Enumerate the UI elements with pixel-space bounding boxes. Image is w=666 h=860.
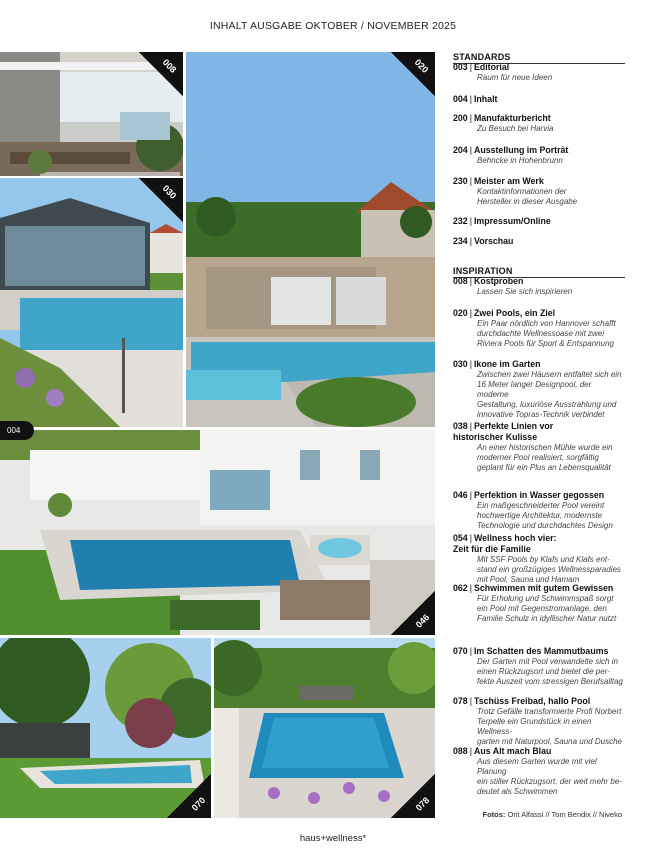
toc-entry[interactable] <box>453 62 625 83</box>
separator-bar: | <box>469 421 472 431</box>
toc-title-text: Vorschau <box>473 236 514 246</box>
toc-description: Ein maßgeschneiderter Pool vereint hochwertige Architektur, modernste Technologie und durchdachtes Design <box>477 501 613 530</box>
photo-008-terrace[interactable] <box>0 52 183 176</box>
toc-entry-title <box>453 113 625 124</box>
toc-description: Der Garten mit Pool verwandelte sich in einen Rückzugsort und bietet die per- fekte Auszeit vom stressigen Berufsalltag <box>477 657 623 686</box>
toc-entry[interactable] <box>453 113 625 134</box>
toc-entry-title <box>453 696 625 707</box>
toc-entry-title <box>453 746 625 757</box>
toc-entry[interactable] <box>453 308 625 349</box>
toc-description: Kontaktinformationen der Hersteller in dieser Ausgabe <box>477 187 578 206</box>
toc-page-number: 232 <box>453 216 468 226</box>
toc-description: Aus diesem Garten wurde mit viel Planung ein stiller Rückzugsort, der weit mehr be- deutet als Schwimmen <box>477 757 622 796</box>
toc-entry[interactable] <box>453 421 625 473</box>
toc-entry[interactable] <box>453 216 625 227</box>
white-villa-image <box>0 430 435 635</box>
toc-entry-title <box>453 216 625 227</box>
photo-046-white-villa[interactable] <box>0 430 435 635</box>
toc-entry-title <box>453 490 625 501</box>
separator-bar: | <box>469 236 472 246</box>
separator-bar: | <box>469 533 472 543</box>
toc-title-text: Im Schatten des Mammutbaums <box>473 646 609 656</box>
section-heading-standards: STANDARDS <box>453 52 625 64</box>
toc-title-text: Kostproben <box>473 276 524 286</box>
separator-bar: | <box>469 176 472 186</box>
page-badge-020: 020 <box>391 52 435 96</box>
pool-garden-image <box>186 52 435 427</box>
toc-entry[interactable] <box>453 145 625 166</box>
toc-description: Ein Paar nördlich von Hannover schafft durchdachte Wellnessoase mit zwei Riviera Pools für Sport & Entspannung <box>477 319 616 348</box>
toc-page-number: 003 <box>453 62 468 72</box>
toc-entry[interactable] <box>453 94 625 105</box>
page-header: INHALT AUSGABE OKTOBER / NOVEMBER 2025 <box>209 20 457 32</box>
separator-bar: | <box>469 216 472 226</box>
toc-description: Behncke in Hohenbrunn <box>477 156 563 165</box>
separator-bar: | <box>469 145 472 155</box>
toc-page-number: 030 <box>453 359 468 369</box>
toc-description: Für Erholung und Schwimmspaß sorgt ein Pool mit Gegenstromanlage, den Familie Schulz in idyllischer Natur nutzt <box>477 594 617 623</box>
toc-title-text: Editorial <box>473 62 510 72</box>
photo-078-pool-garden[interactable] <box>214 638 435 818</box>
toc-title-text: Perfekte Linien vor historischer Kulisse <box>453 421 554 442</box>
toc-description: Zwischen zwei Häusern entfaltet sich ein 16 Meter langer Designpool, der moderne Gestaltung, luxuriöse Ausstrahlung und innovative Topras-Technik verbindet <box>477 370 622 419</box>
toc-description: Trotz Gefälle transformierte Profi Norbert Terpelle ein Grundstück in einen Wellness- garten mit Naturpool, Sauna und Dusche <box>477 707 622 746</box>
toc-entry[interactable] <box>453 533 625 585</box>
toc-entry-title <box>453 421 625 443</box>
toc-title-text: Inhalt <box>473 94 498 104</box>
separator-bar: | <box>469 62 472 72</box>
page-number-tab: 004 <box>0 421 34 440</box>
separator-bar: | <box>469 646 472 656</box>
toc-entry[interactable] <box>453 359 625 420</box>
toc-page-number: 020 <box>453 308 468 318</box>
credits-text: Orit Alfassi // Tom Bendix // Niveko <box>507 810 622 819</box>
separator-bar: | <box>469 490 472 500</box>
toc-description: Lassen Sie sich inspirieren <box>477 287 573 296</box>
toc-page-number: 200 <box>453 113 468 123</box>
toc-description: An einer historischen Mühle wurde ein moderner Pool realisiert, sorgfältig geplant für ein Plus an Lebensqualität <box>477 443 613 472</box>
toc-entry-title <box>453 176 625 187</box>
page-badge-008: 008 <box>139 52 183 96</box>
page-badge-030: 030 <box>139 178 183 222</box>
photo-020-pool[interactable] <box>186 52 435 427</box>
toc-title-text: Meister am Werk <box>473 176 544 186</box>
toc-entry-title <box>453 94 625 105</box>
separator-bar: | <box>469 583 472 593</box>
toc-entry[interactable] <box>453 490 625 531</box>
toc-title-text: Schwimmen mit gutem Gewissen <box>473 583 614 593</box>
toc-entry-title <box>453 583 625 594</box>
toc-page-number: 088 <box>453 746 468 756</box>
toc-entry-title <box>453 145 625 156</box>
toc-title-text: Ikone im Garten <box>473 359 541 369</box>
toc-entry-title <box>453 62 625 73</box>
separator-bar: | <box>469 276 472 286</box>
toc-entry-title <box>453 533 625 555</box>
page-badge-046: 046 <box>391 591 435 635</box>
toc-page-number: 054 <box>453 533 468 543</box>
toc-description: Zu Besuch bei Harvia <box>477 124 554 133</box>
separator-bar: | <box>469 113 472 123</box>
separator-bar: | <box>469 308 472 318</box>
toc-page-number: 062 <box>453 583 468 593</box>
toc-entry-title <box>453 359 625 370</box>
toc-entry[interactable] <box>453 646 625 687</box>
toc-title-text: Ausstellung im Porträt <box>473 145 569 155</box>
toc-page-number: 070 <box>453 646 468 656</box>
toc-title-text: Zwei Pools, ein Ziel <box>473 308 556 318</box>
toc-title-text: Wellness hoch vier: Zeit für die Familie <box>453 533 557 554</box>
photo-070-garden-trees[interactable] <box>0 638 211 818</box>
separator-bar: | <box>469 696 472 706</box>
credits-label: Fotos: <box>482 810 506 819</box>
toc-page-number: 008 <box>453 276 468 286</box>
toc-page-number: 046 <box>453 490 468 500</box>
photo-030-glass-house[interactable] <box>0 178 183 427</box>
separator-bar: | <box>469 94 472 104</box>
toc-page-number: 230 <box>453 176 468 186</box>
toc-page-number: 078 <box>453 696 468 706</box>
footer-brand: haus+wellness* <box>299 833 367 844</box>
toc-description: Raum für neue Ideen <box>477 73 553 82</box>
toc-page-number: 038 <box>453 421 468 431</box>
toc-title-text: Manufakturbericht <box>473 113 551 123</box>
toc-entry[interactable] <box>453 583 625 624</box>
toc-description: Mit SSF Pools by Klafs und Klafs ent- stand ein großzügiges Wellnessparadies mit Pool, Sauna und Hamam <box>477 555 621 584</box>
page-badge-078: 078 <box>391 774 435 818</box>
toc-entry-title <box>453 236 625 247</box>
toc-page-number: 204 <box>453 145 468 155</box>
toc-page-number: 004 <box>453 94 468 104</box>
toc-entry[interactable] <box>453 236 625 247</box>
toc-entry-title <box>453 276 625 287</box>
toc-entry-title <box>453 646 625 657</box>
separator-bar: | <box>469 746 472 756</box>
toc-page-number: 234 <box>453 236 468 246</box>
toc-title-text: Aus Alt mach Blau <box>473 746 552 756</box>
toc-entry[interactable] <box>453 746 625 797</box>
toc-title-text: Impressum/Online <box>473 216 551 226</box>
toc-entry[interactable] <box>453 276 625 297</box>
page-badge-070: 070 <box>167 774 211 818</box>
toc-entry[interactable] <box>453 696 625 747</box>
photo-credits <box>482 810 622 819</box>
toc-title-text: Perfektion in Wasser gegossen <box>473 490 605 500</box>
section-heading-inspiration: INSPIRATION <box>453 266 625 278</box>
separator-bar: | <box>469 359 472 369</box>
toc-entry-title <box>453 308 625 319</box>
toc-entry[interactable] <box>453 176 625 207</box>
toc-title-text: Tschüss Freibad, hallo Pool <box>473 696 591 706</box>
